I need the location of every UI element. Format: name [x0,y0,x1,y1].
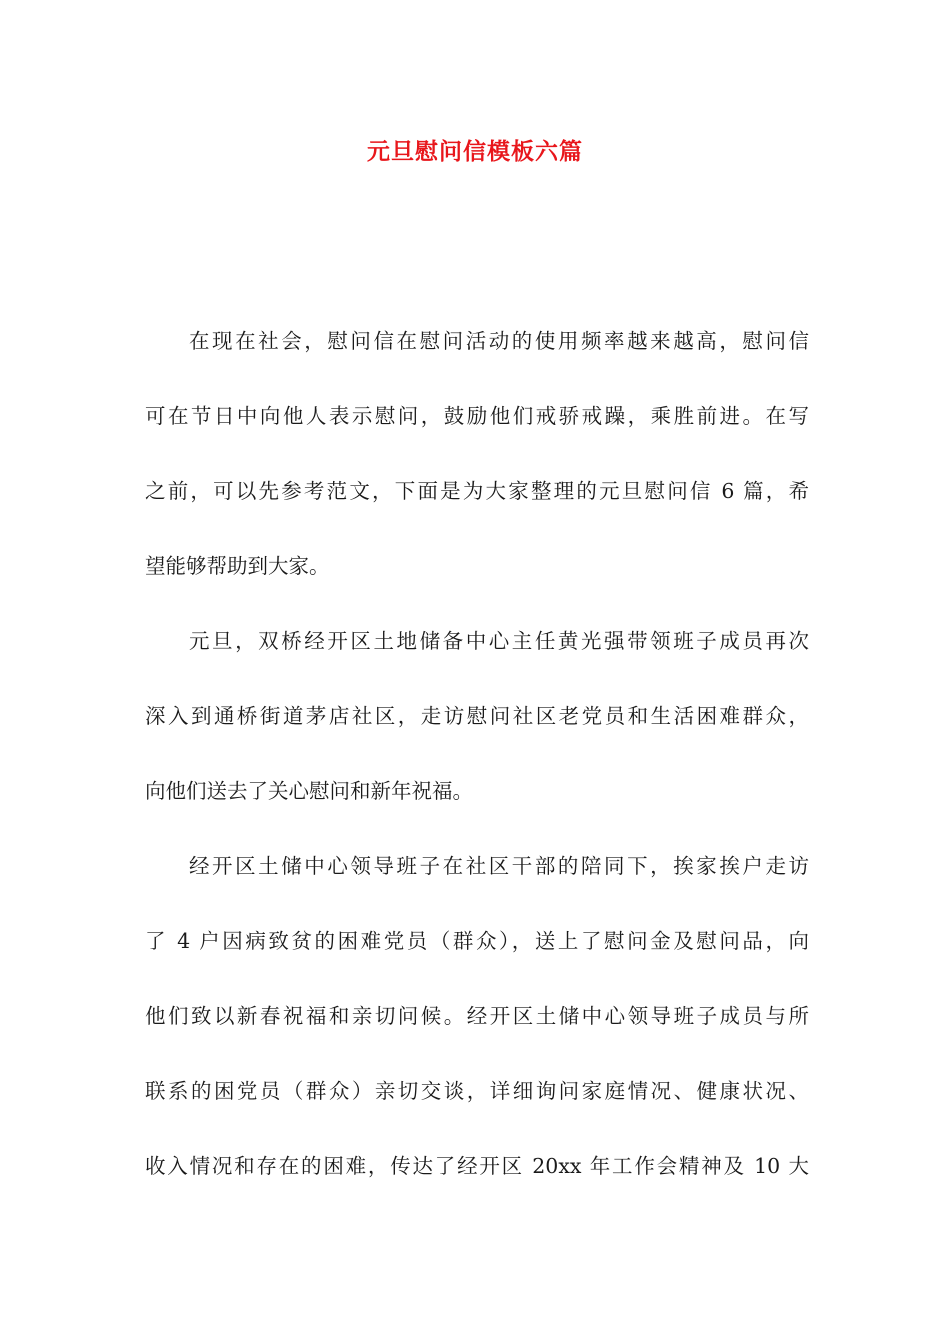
document-title: 元旦慰问信模板六篇 [367,138,583,165]
paragraph-3-line-1: 经开区土储中心领导班子在社区干部的陪同下，挨家挨户走访 [189,854,809,878]
paragraph-3-line-5: 收入情况和存在的困难，传达了经开区 20xx 年工作会精神及 10 大 [145,1154,809,1178]
paragraph-2-line-1: 元旦，双桥经开区土地储备中心主任黄光强带领班子成员再次 [189,629,809,653]
paragraph-2-line-3: 向他们送去了关心慰问和新年祝福。 [145,779,473,803]
paragraph-3-line-4: 联系的困党员（群众）亲切交谈，详细询问家庭情况、健康状况、 [145,1079,809,1103]
paragraph-2-line-2: 深入到通桥街道茅店社区，走访慰问社区老党员和生活困难群众， [145,704,809,728]
paragraph-3-line-2: 了 4 户因病致贫的困难党员（群众），送上了慰问金及慰问品，向 [145,929,809,953]
paragraph-1-line-3: 之前，可以先参考范文，下面是为大家整理的元旦慰问信 6 篇，希 [145,479,809,503]
paragraph-1-line-2: 可在节日中向他人表示慰问，鼓励他们戒骄戒躁，乘胜前进。在写 [145,404,809,428]
paragraph-1-line-4: 望能够帮助到大家。 [145,554,330,578]
paragraph-1-line-1: 在现在社会，慰问信在慰问活动的使用频率越来越高，慰问信 [189,329,809,353]
document-body [145,320,809,1220]
paragraph-3-line-3: 他们致以新春祝福和亲切问候。经开区土储中心领导班子成员与所 [145,1004,809,1028]
